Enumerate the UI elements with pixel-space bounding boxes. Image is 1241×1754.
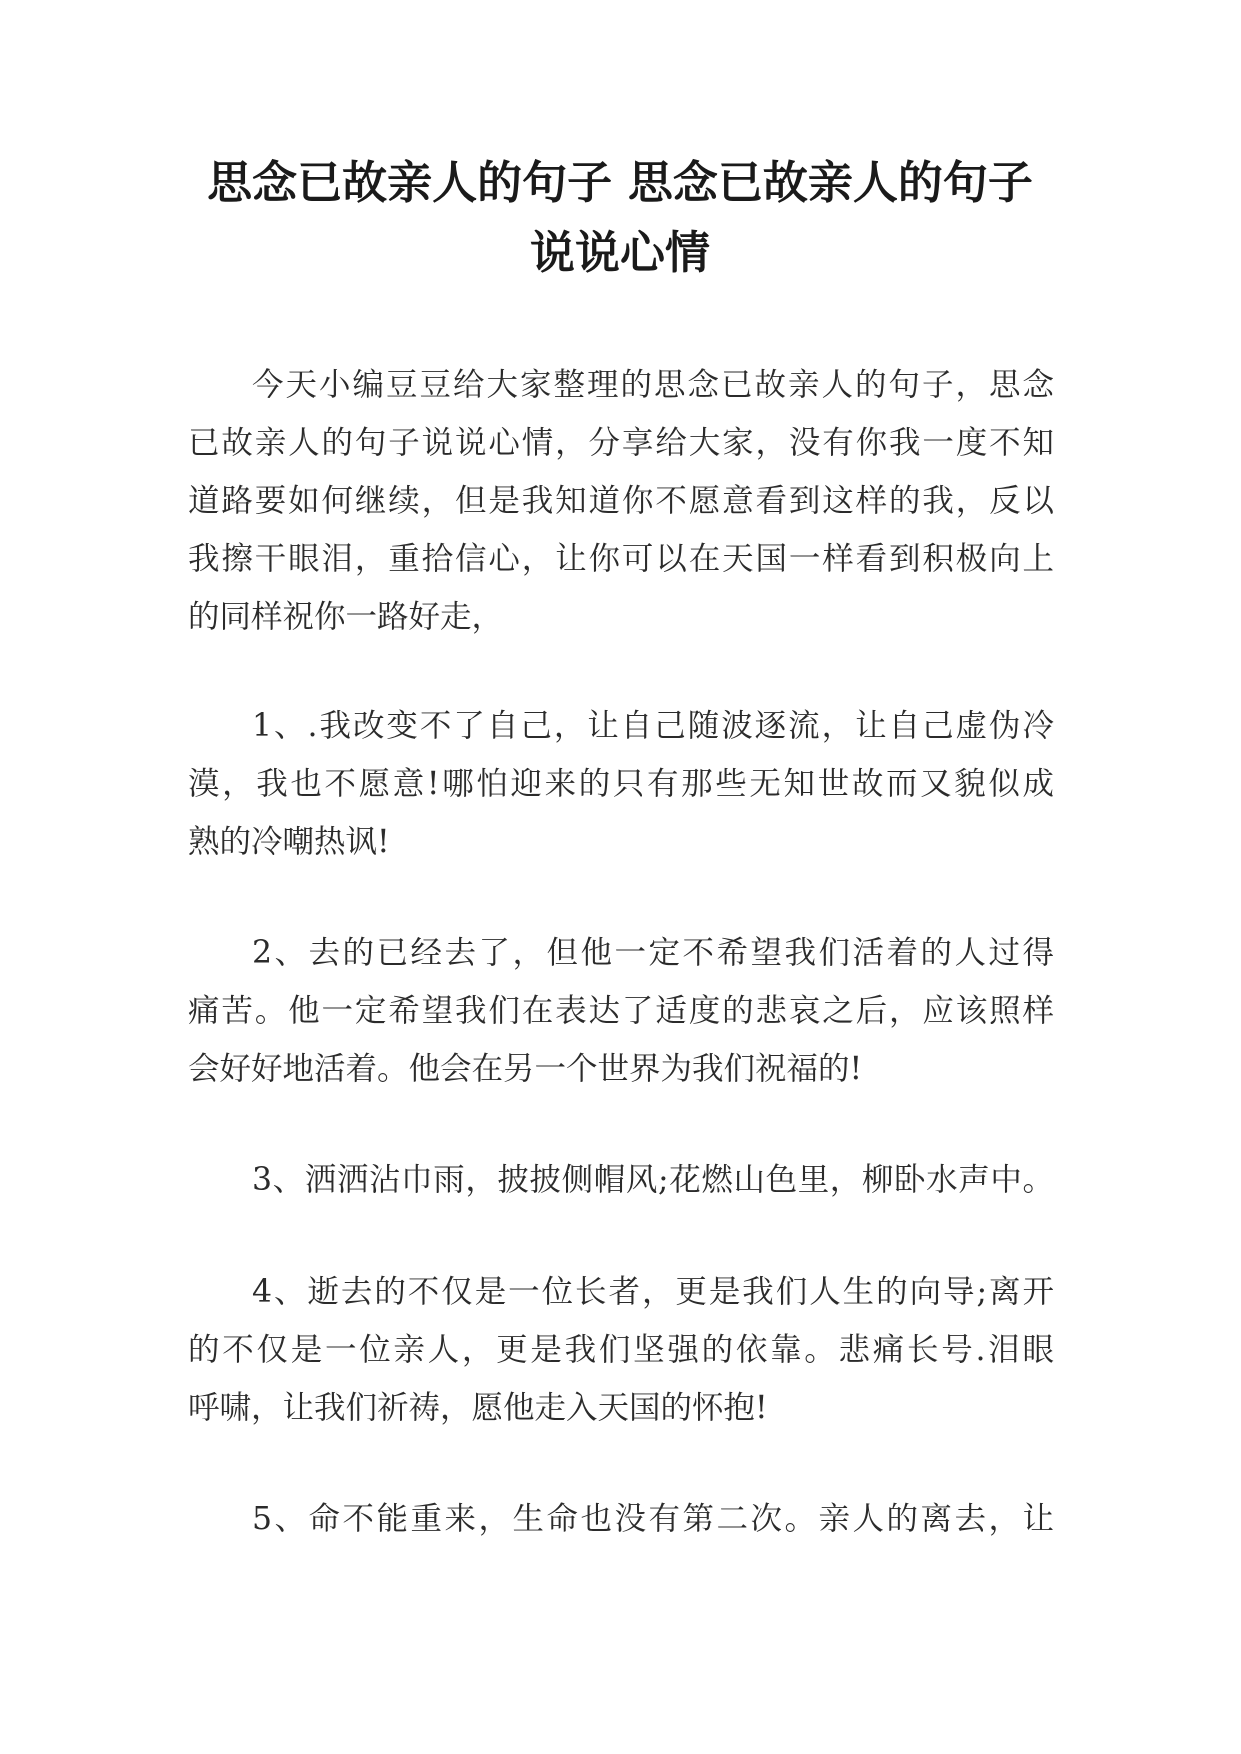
text-line: 痛苦。他一定希望我们在表达了适度的悲哀之后，应该照样 <box>188 993 1054 1029</box>
quote-paragraph-2 <box>188 924 1054 1098</box>
text-line: 呼啸，让我们祈祷，愿他走入天国的怀抱! <box>188 1390 768 1426</box>
intro-paragraph <box>188 356 1054 646</box>
page-title <box>175 148 1065 288</box>
quote-paragraph-5 <box>188 1490 1054 1548</box>
text-line: 已故亲人的句子说说心情，分享给大家，没有你我一度不知 <box>188 425 1054 461</box>
quote-paragraph-4 <box>188 1263 1054 1437</box>
text-line: 我擦干眼泪，重拾信心，让你可以在天国一样看到积极向上 <box>188 541 1054 577</box>
title-line-2: 说说心情 <box>529 226 710 279</box>
text-line: 2、去的已经去了，但他一定不希望我们活着的人过得 <box>252 935 1054 971</box>
text-line: 3、洒洒沾巾雨，披披侧帽风;花燃山色里，柳卧水声中。 <box>252 1162 1054 1198</box>
text-line: 会好好地活着。他会在另一个世界为我们祝福的! <box>188 1051 863 1087</box>
text-line: 熟的冷嘲热讽! <box>188 824 390 860</box>
text-line: 5、命不能重来，生命也没有第二次。亲人的离去，让 <box>252 1501 1054 1537</box>
text-line: 的不仅是一位亲人，更是我们坚强的依靠。悲痛长号.泪眼 <box>188 1332 1054 1368</box>
title-line-1: 思念已故亲人的句子 思念已故亲人的句子 <box>207 156 1033 209</box>
text-line: 漠，我也不愿意!哪怕迎来的只有那些无知世故而又貌似成 <box>188 766 1054 802</box>
quote-paragraph-1 <box>188 697 1054 871</box>
text-line: 1、.我改变不了自己，让自己随波逐流，让自己虚伪冷 <box>252 708 1054 744</box>
quote-paragraph-3 <box>188 1151 1054 1209</box>
text-line: 道路要如何继续，但是我知道你不愿意看到这样的我，反以 <box>188 483 1054 519</box>
text-line: 4、逝去的不仅是一位长者，更是我们人生的向导;离开 <box>252 1274 1054 1310</box>
text-line: 的同样祝你一路好走， <box>188 599 504 635</box>
text-line: 今天小编豆豆给大家整理的思念已故亲人的句子，思念 <box>252 367 1054 403</box>
